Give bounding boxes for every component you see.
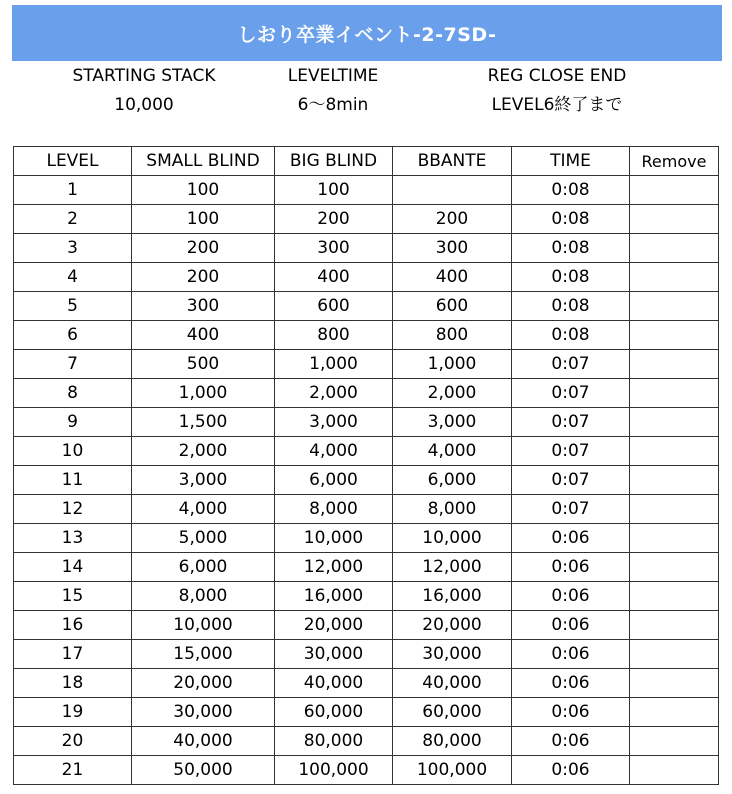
cell-level: 10: [14, 437, 132, 466]
cell-time: 0:06: [512, 553, 630, 582]
cell-big-blind: 8,000: [275, 495, 393, 524]
cell-bbante: [393, 176, 512, 205]
cell-time: 0:08: [512, 176, 630, 205]
cell-bbante: 2,000: [393, 379, 512, 408]
cell-remove[interactable]: [630, 611, 719, 640]
cell-small-blind: 8,000: [132, 582, 275, 611]
cell-level: 1: [14, 176, 132, 205]
starting-stack-label: STARTING STACK: [72, 66, 216, 86]
cell-remove[interactable]: [630, 263, 719, 292]
cell-remove[interactable]: [630, 640, 719, 669]
header-level: LEVEL: [14, 147, 132, 176]
cell-time: 0:06: [512, 669, 630, 698]
cell-small-blind: 100: [132, 205, 275, 234]
cell-level: 12: [14, 495, 132, 524]
cell-bbante: 600: [393, 292, 512, 321]
table-row: [14, 321, 719, 350]
cell-bbante: 6,000: [393, 466, 512, 495]
table-row: [14, 524, 719, 553]
cell-bbante: 1,000: [393, 350, 512, 379]
cell-level: 9: [14, 408, 132, 437]
cell-bbante: 4,000: [393, 437, 512, 466]
leveltime-value: 6〜8min: [297, 95, 369, 115]
cell-level: 8: [14, 379, 132, 408]
cell-remove[interactable]: [630, 756, 719, 785]
cell-remove[interactable]: [630, 292, 719, 321]
cell-small-blind: 200: [132, 234, 275, 263]
cell-small-blind: 15,000: [132, 640, 275, 669]
cell-small-blind: 50,000: [132, 756, 275, 785]
reg-close-label: REG CLOSE END: [487, 66, 627, 86]
cell-remove[interactable]: [630, 698, 719, 727]
cell-big-blind: 80,000: [275, 727, 393, 756]
cell-big-blind: 100,000: [275, 756, 393, 785]
cell-big-blind: 20,000: [275, 611, 393, 640]
leveltime-label: LEVELTIME: [287, 66, 379, 86]
cell-level: 19: [14, 698, 132, 727]
cell-level: 7: [14, 350, 132, 379]
header-small-blind: SMALL BLIND: [132, 147, 275, 176]
cell-level: 11: [14, 466, 132, 495]
cell-level: 20: [14, 727, 132, 756]
cell-remove[interactable]: [630, 379, 719, 408]
header-remove[interactable]: Remove: [630, 147, 719, 176]
cell-level: 4: [14, 263, 132, 292]
cell-remove[interactable]: [630, 408, 719, 437]
cell-bbante: 60,000: [393, 698, 512, 727]
cell-small-blind: 1,500: [132, 408, 275, 437]
event-title-bar: [12, 5, 722, 61]
header-bbante: BBANTE: [393, 147, 512, 176]
table-row: [14, 611, 719, 640]
cell-bbante: 12,000: [393, 553, 512, 582]
table-row: [14, 350, 719, 379]
cell-remove[interactable]: [630, 727, 719, 756]
table-row: [14, 292, 719, 321]
cell-big-blind: 30,000: [275, 640, 393, 669]
cell-small-blind: 4,000: [132, 495, 275, 524]
table-row: [14, 756, 719, 785]
header-time: TIME: [512, 147, 630, 176]
cell-bbante: 100,000: [393, 756, 512, 785]
cell-level: 5: [14, 292, 132, 321]
cell-small-blind: 300: [132, 292, 275, 321]
cell-level: 2: [14, 205, 132, 234]
cell-big-blind: 800: [275, 321, 393, 350]
cell-big-blind: 3,000: [275, 408, 393, 437]
cell-big-blind: 1,000: [275, 350, 393, 379]
cell-time: 0:07: [512, 379, 630, 408]
cell-level: 6: [14, 321, 132, 350]
starting-stack-info: [44, 62, 244, 120]
cell-remove[interactable]: [630, 437, 719, 466]
table-header-row: [14, 147, 719, 176]
table-row: [14, 669, 719, 698]
cell-big-blind: 16,000: [275, 582, 393, 611]
cell-big-blind: 400: [275, 263, 393, 292]
blind-structure-table: [13, 146, 719, 785]
cell-bbante: 200: [393, 205, 512, 234]
cell-big-blind: 600: [275, 292, 393, 321]
cell-bbante: 40,000: [393, 669, 512, 698]
cell-time: 0:06: [512, 611, 630, 640]
table-row: [14, 640, 719, 669]
cell-big-blind: 4,000: [275, 437, 393, 466]
cell-remove[interactable]: [630, 524, 719, 553]
cell-level: 13: [14, 524, 132, 553]
cell-level: 3: [14, 234, 132, 263]
cell-big-blind: 10,000: [275, 524, 393, 553]
cell-small-blind: 3,000: [132, 466, 275, 495]
cell-time: 0:08: [512, 263, 630, 292]
cell-remove[interactable]: [630, 350, 719, 379]
reg-close-info: [457, 62, 657, 120]
table-row: [14, 263, 719, 292]
cell-bbante: 30,000: [393, 640, 512, 669]
cell-bbante: 10,000: [393, 524, 512, 553]
cell-big-blind: 6,000: [275, 466, 393, 495]
cell-time: 0:07: [512, 495, 630, 524]
table-row: [14, 582, 719, 611]
cell-small-blind: 30,000: [132, 698, 275, 727]
cell-time: 0:08: [512, 321, 630, 350]
cell-small-blind: 6,000: [132, 553, 275, 582]
leveltime-info: [233, 62, 433, 120]
cell-level: 15: [14, 582, 132, 611]
cell-bbante: 16,000: [393, 582, 512, 611]
cell-remove[interactable]: [630, 205, 719, 234]
cell-time: 0:07: [512, 437, 630, 466]
header-big-blind: BIG BLIND: [275, 147, 393, 176]
cell-remove[interactable]: [630, 582, 719, 611]
cell-big-blind: 12,000: [275, 553, 393, 582]
cell-bbante: 80,000: [393, 727, 512, 756]
event-title: しおり卒業イベント-2-7SD-: [237, 23, 497, 46]
cell-level: 16: [14, 611, 132, 640]
tournament-info: [0, 62, 732, 122]
cell-big-blind: 200: [275, 205, 393, 234]
cell-remove[interactable]: [630, 234, 719, 263]
cell-remove[interactable]: [630, 669, 719, 698]
table-row: [14, 437, 719, 466]
cell-remove[interactable]: [630, 495, 719, 524]
cell-time: 0:08: [512, 292, 630, 321]
cell-small-blind: 10,000: [132, 611, 275, 640]
reg-close-value: LEVEL6終了まで: [491, 95, 623, 115]
cell-remove[interactable]: [630, 553, 719, 582]
cell-small-blind: 20,000: [132, 669, 275, 698]
cell-small-blind: 40,000: [132, 727, 275, 756]
table-row: [14, 466, 719, 495]
cell-small-blind: 500: [132, 350, 275, 379]
cell-time: 0:07: [512, 350, 630, 379]
cell-level: 14: [14, 553, 132, 582]
cell-small-blind: 1,000: [132, 379, 275, 408]
table-row: [14, 553, 719, 582]
table-row: [14, 234, 719, 263]
cell-big-blind: 300: [275, 234, 393, 263]
cell-level: 18: [14, 669, 132, 698]
cell-bbante: 300: [393, 234, 512, 263]
cell-bbante: 800: [393, 321, 512, 350]
cell-time: 0:07: [512, 408, 630, 437]
cell-small-blind: 5,000: [132, 524, 275, 553]
cell-big-blind: 2,000: [275, 379, 393, 408]
cell-bbante: 400: [393, 263, 512, 292]
cell-level: 21: [14, 756, 132, 785]
table-row: [14, 379, 719, 408]
cell-level: 17: [14, 640, 132, 669]
table-row: [14, 727, 719, 756]
cell-time: 0:08: [512, 234, 630, 263]
starting-stack-value: 10,000: [114, 95, 174, 115]
cell-time: 0:06: [512, 756, 630, 785]
cell-small-blind: 400: [132, 321, 275, 350]
cell-remove[interactable]: [630, 176, 719, 205]
cell-remove[interactable]: [630, 321, 719, 350]
cell-time: 0:06: [512, 582, 630, 611]
cell-time: 0:06: [512, 640, 630, 669]
table-row: [14, 205, 719, 234]
table-row: [14, 495, 719, 524]
cell-big-blind: 40,000: [275, 669, 393, 698]
table-row: [14, 408, 719, 437]
table-row: [14, 176, 719, 205]
cell-time: 0:06: [512, 727, 630, 756]
cell-bbante: 8,000: [393, 495, 512, 524]
cell-big-blind: 100: [275, 176, 393, 205]
cell-small-blind: 2,000: [132, 437, 275, 466]
cell-time: 0:08: [512, 205, 630, 234]
cell-bbante: 20,000: [393, 611, 512, 640]
cell-time: 0:06: [512, 524, 630, 553]
cell-small-blind: 200: [132, 263, 275, 292]
cell-big-blind: 60,000: [275, 698, 393, 727]
table-row: [14, 698, 719, 727]
cell-bbante: 3,000: [393, 408, 512, 437]
cell-remove[interactable]: [630, 466, 719, 495]
cell-time: 0:06: [512, 698, 630, 727]
blind-rows: [14, 176, 719, 785]
cell-time: 0:07: [512, 466, 630, 495]
cell-small-blind: 100: [132, 176, 275, 205]
